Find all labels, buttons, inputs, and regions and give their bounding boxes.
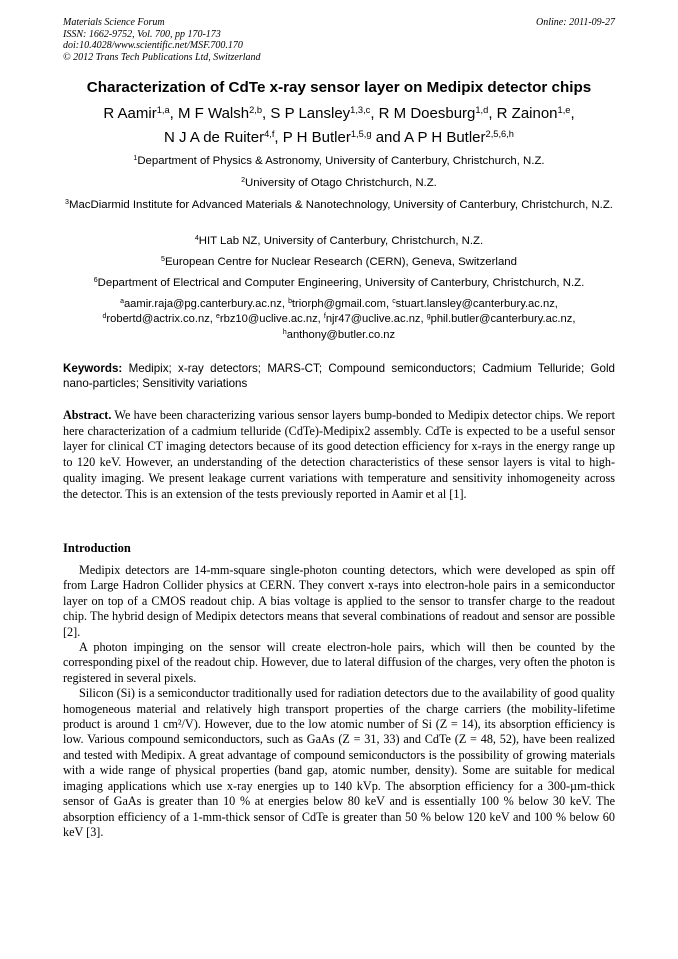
journal-header	[63, 17, 261, 63]
author-5: R Zainon$^{1,e}$,	[496, 104, 575, 122]
affiliation-4: $^4$HIT Lab NZ, University of Canterbury, Christchurch, N.Z.	[194, 235, 484, 247]
author-7: P H Butler$^{1,5,g}$ and	[282, 128, 405, 146]
email-d[interactable]: robertd@actrix.co.nz,	[106, 313, 217, 326]
author-emails: $^a$aamir.raja@pg.canterbury.ac.nz, $^b$triorph@gmail.com, $^c$stuart.lansley@canterbury.ac.nz, $^d$robertd@actrix.co.nz, $^e$rbz10@uclive.ac.nz, $^f$njr47@uclive.ac.nz, $^g$phil.butler@canterbury.ac.nz, $^h$anthony@butler.co.nz	[102, 298, 576, 341]
author-3: S P Lansley$^{1,3,c}$,	[270, 104, 379, 122]
abstract-text: We have been characterizing various sensor layers bump-bonded to Medipix detector chips. We report here characterization of a cadmium telluride (CdTe)-Medipix2 assembly. CdTe is expected to be a useful sensor layer for clinical CT imaging detectors because of its good detection efficiency for x-rays in the energy range up to 120 keV. However, an understanding of the detection characteristics of these sensor layers is vital to high-quality imaging. We present leakage current variations with temperature and sensitivity inhomogeneity across the detector. This is an extension of the tests previously reported in Aamir et al [1].	[63, 408, 615, 501]
affiliation-6: $^6$Department of Electrical and Computer Engineering, University of Canterbury, Christchurch, N.Z.	[93, 277, 585, 289]
abstract-label: Abstract.	[63, 408, 112, 422]
intro-paragraph-2: A photon impinging on the sensor will create electron-hole pairs, which will then be counted by the corresponding pixel of the readout chip. However, due to lateral diffusion of the charges, very often the photon is registered in several pixels.	[63, 640, 615, 685]
affiliation-1: $^1$Department of Physics & Astronomy, University of Canterbury, Christchurch, N.Z.	[133, 155, 545, 167]
email-a[interactable]: aamir.raja@pg.canterbury.ac.nz,	[123, 298, 289, 310]
copyright-line: © 2012 Trans Tech Publications Ltd, Switzerland	[63, 51, 261, 63]
email-e[interactable]: rbz10@uclive.ac.nz,	[219, 313, 324, 326]
email-g[interactable]: phil.butler@canterbury.ac.nz,	[430, 313, 576, 326]
introduction-body	[63, 563, 615, 840]
email-f[interactable]: njr47@uclive.ac.nz,	[325, 313, 427, 326]
email-h[interactable]: anthony@butler.co.nz	[286, 328, 396, 341]
keywords-text: Medipix; x-ray detectors; MARS-CT; Compound semiconductors; Cadmium Telluride; Gold nano-particles; Sensitivity variations	[63, 362, 615, 390]
intro-paragraph-3: Silicon (Si) is a semiconductor traditionally used for radiation detectors due to the availability of good quality homogeneous material and relatively high transport properties of the charge carriers (the mobility-lifetime product is around 1 cm²/V). However, due to the low atomic number of Si (Z = 14), its absorption efficiency is low. Various compound semiconductors, such as GaAs (Z = 31, 33) and CdTe (Z = 48, 52), have been realized and tested with Medipix. A great advantage of compound semiconductors is the possibility of growing materials with a wide range of physical properties (band gap, atomic number, density). Some are suitable for medical imaging applications which use x-ray energies up to 140 kVp. The absorption efficiency for a 300-µm-thick sensor of GaAs is greater than 10 % at energies below 80 keV and is essentially 100 % below 30 keV. The absorption efficiency of a 1-mm-thick sensor of CdTe is greater than 50 % below 120 keV and 100 % below 60 keV [3].	[63, 686, 615, 839]
affiliation-2: $^2$University of Otago Christchurch, N.Z.	[241, 177, 437, 189]
affiliation-3: $^3$MacDiarmid Institute for Advanced Materials & Nanotechnology, University of Canterbury, Christchurch, N.Z.	[65, 199, 613, 211]
intro-paragraph-1: Medipix detectors are 14-mm-square single-photon counting detectors, which were developed as spin off from Large Hadron Collider physics at CERN. They convert x-rays into electron-hole pairs in a semiconductor layer on top of a CMOS readout chip. A bias voltage is applied to the sensor to transfer charge to the readout chip. The hybrid design of Medipix detectors means that several combinations of readout and sensor are possible [2].	[63, 563, 615, 639]
journal-name: Materials Science Forum	[63, 17, 165, 28]
author-4: R M Doesburg$^{1,d}$,	[378, 104, 497, 122]
abstract	[63, 408, 615, 502]
doi-line: doi:10.4028/www.scientific.net/MSF.700.170	[63, 40, 243, 51]
email-b[interactable]: triorph@gmail.com,	[291, 298, 393, 310]
author-2: M F Walsh$^{2,b}$,	[177, 104, 271, 122]
issn-line: ISSN: 1662-9752, Vol. 700, pp 170-173	[63, 28, 221, 40]
email-c[interactable]: stuart.lansley@canterbury.ac.nz,	[395, 298, 558, 310]
keywords	[63, 361, 615, 391]
online-date: Online: 2011-09-27	[536, 17, 615, 28]
author-8: A P H Butler$^{2,5,6,h}$	[404, 128, 514, 146]
keywords-label: Keywords:	[63, 362, 123, 375]
author-6: N J A de Ruiter$^{4,f}$,	[164, 128, 283, 146]
section-heading-introduction: Introduction	[63, 541, 131, 555]
author-list	[40, 102, 638, 150]
paper-title: Characterization of CdTe x-ray sensor layer on Medipix detector chips	[86, 79, 592, 96]
author-1: R Aamir$^{1,a}$,	[103, 104, 178, 122]
affiliation-5: $^5$European Centre for Nuclear Research (CERN), Geneva, Switzerland	[161, 256, 517, 268]
